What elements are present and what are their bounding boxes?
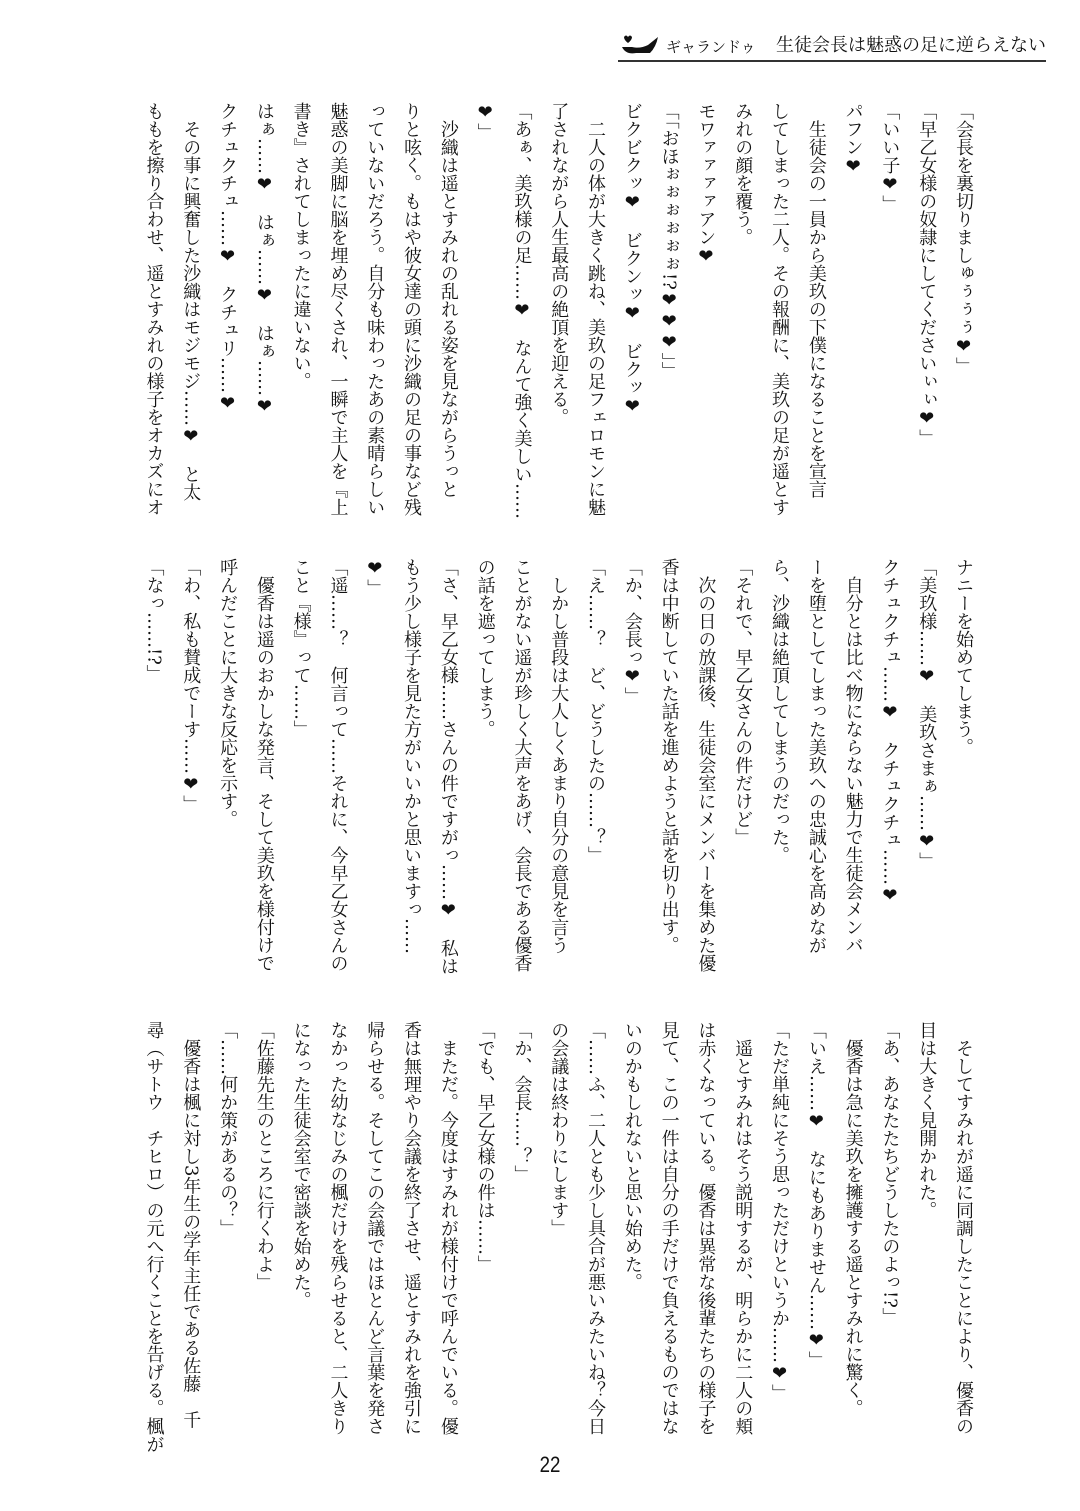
text-line: 香は無理やり会議を終了させ、遥とすみれを強引に (401, 1021, 423, 1435)
text-line: りと呟く。もはや彼女達の頭に沙織の足の事など残 (401, 102, 423, 516)
text-line: 「あぁ、美玖様の足……❤ なんて強く美しい…… (511, 102, 533, 519)
book-title: 生徒会長は魅惑の足に逆らえない (776, 35, 1046, 56)
text-line: 「え……？ ど、どうしたの……？」 (585, 558, 607, 864)
text-line: ❤」 (364, 558, 386, 597)
page-number: 22 (539, 1452, 561, 1477)
text-line: は赤くなっている。優香は異常な後輩たちの様子を (695, 1021, 717, 1435)
text-line: 「いえ……❤ なにもありません……❤」 (805, 1021, 827, 1369)
text-line: もう少し様子を見た方がいいかと思いますっ…… (401, 558, 423, 954)
text-line: 魅惑の美脚に脳を埋め尽くされ、一瞬で主人を『上 (327, 102, 349, 516)
text-line: 次の日の放課後、生徒会室にメンバーを集めた優 (695, 558, 717, 972)
text-line: クチュクチュ……❤ クチュリ……❤ (217, 102, 239, 414)
text-line: こと『様』って……」 (290, 558, 312, 738)
text-line: 沙織は遥とすみれの乱れる姿を見ながらうっと (437, 102, 459, 498)
text-line: はぁ……❤ はぁ……❤ はぁ……❤ (253, 102, 275, 417)
text-line: 「……ふ、二人とも少し具合が悪いみたいね？今日 (585, 1021, 607, 1435)
text-line: 了されながら人生最高の絶頂を迎える。 (548, 102, 570, 426)
text-line: ❤」 (474, 102, 496, 141)
text-line: 「早乙女様の奴隷にしてくださいぃぃ❤」 (916, 102, 938, 447)
text-block-bottom (96, 1021, 981, 1453)
text-line: 「あ、あなたたちどうしたのよっ!?」 (879, 1021, 901, 1326)
text-line: ことがない遥が珍しく大声をあげ、会長である優香 (511, 558, 533, 972)
text-line: その事に興奮した沙織はモジモジ……❤ と太 (180, 102, 202, 501)
text-line: 「さ、早乙女様……さんの件ですがっ……❤ 私は (437, 558, 459, 975)
text-line: 生徒会の一員から美玖の下僕になることを宣言 (805, 102, 827, 498)
text-line: の話を遮ってしまう。 (474, 558, 496, 738)
text-line: 尋（サトウ チヒロ）の元へ行くことを告げる。楓が (143, 1021, 165, 1453)
text-line: 「わ、私も賛成でーす……❤」 (180, 558, 202, 813)
text-line: 「「おほぉぉぉぉぉぉ!?❤❤❤」」 (658, 102, 680, 380)
circle-logo-icon (620, 33, 660, 57)
text-line: っていないだろう。自分も味わったあの素晴らしい (364, 102, 386, 516)
text-line: いのかもしれないと思い始めた。 (621, 1021, 643, 1291)
text-line: 帰らせる。そしてこの会議ではほとんど言葉を発さ (364, 1021, 386, 1435)
text-line: の会議は終わりにします」 (548, 1021, 570, 1237)
text-line: ナニーを始めてしまう。 (953, 558, 974, 756)
text-line: 香は中断していた話を進めようと話を切り出す。 (658, 558, 680, 954)
text-line: 優香は急に美玖を擁護する遥とすみれに驚く。 (842, 1021, 864, 1417)
text-line: みれの顔を覆う。 (732, 102, 754, 246)
text-line: 「遥……？ 何言って……それに、今早乙女さんの (327, 558, 349, 972)
text-line: ももを擦り合わせ、遥とすみれの様子をオカズにオ (143, 102, 165, 516)
text-line: 「佐藤先生のところに行くわよ」 (253, 1021, 275, 1291)
text-line: 見て、この一件は自分の手だけで負えるものではな (658, 1021, 680, 1435)
text-line: なかった幼なじみの楓だけを残らせると、二人きり (327, 1021, 349, 1435)
text-line: 「いい子❤」 (879, 102, 901, 213)
series-name: ギャランドゥ (666, 38, 756, 56)
text-line: 「なっ……!?」 (143, 558, 165, 683)
text-line: ーを堕としてしまった美玖への忠誠心を高めなが (805, 558, 827, 954)
text-line: 「でも、早乙女様の件は……」 (474, 1021, 496, 1273)
text-line: そしてすみれが遥に同調したことにより、優香の (953, 1021, 974, 1435)
text-line: してしまった二人。その報酬に、美玖の足が遥とす (769, 102, 791, 516)
text-line: 優香は遥のおかしな発言、そして美玖を様付けで (253, 558, 275, 972)
text-line: ビクビクッ❤ ビクンッ❤ ビクッ❤ (621, 102, 643, 417)
text-block-top (96, 102, 981, 519)
text-line: ら、沙織は絶頂してしまうのだった。 (769, 558, 791, 864)
text-line: 書き』されてしまったに違いない。 (290, 102, 312, 390)
text-line: しかし普段は大人しくあまり自分の意見を言う (548, 558, 570, 954)
text-line: 「か、会長……？」 (511, 1021, 533, 1183)
running-header (618, 28, 1046, 62)
text-block-middle (96, 558, 981, 975)
text-line: クチュクチュ……❤ クチュクチュ……❤ (879, 558, 901, 906)
text-line: 優香は楓に対し3年生の学年主任である佐藤 千 (180, 1021, 202, 1429)
text-line: 「ただ単純にそう思っただけというか……❤」 (769, 1021, 791, 1402)
text-line: 「会長を裏切りましゅぅぅぅ❤」 (953, 102, 974, 375)
text-line: 「か、会長っ❤」 (621, 558, 643, 705)
text-line: 「……何か策があるの？」 (217, 1021, 239, 1237)
text-line: 目は大きく見開かれた。 (916, 1021, 938, 1219)
text-line: パフン❤ (842, 102, 864, 177)
text-line: 遥とすみれはそう説明するが、明らかに二人の頬 (732, 1021, 754, 1435)
text-line: 呼んだことに大きな反応を示す。 (217, 558, 239, 828)
text-line: モワァァァァアン❤ (695, 102, 717, 267)
text-line: 二人の体が大きく跳ね、美玖の足フェロモンに魅 (585, 102, 607, 516)
text-line: になった生徒会室で密談を始めた。 (290, 1021, 312, 1309)
text-line: 「それで、早乙女さんの件だけど」 (732, 558, 754, 846)
text-line: まただ。今度はすみれが様付けで呼んでいる。優 (437, 1021, 459, 1435)
text-line: 自分とは比べ物にならない魅力で生徒会メンバ (842, 558, 864, 954)
text-line: 「美玖様……❤ 美玖さまぁ……❤」 (916, 558, 938, 870)
